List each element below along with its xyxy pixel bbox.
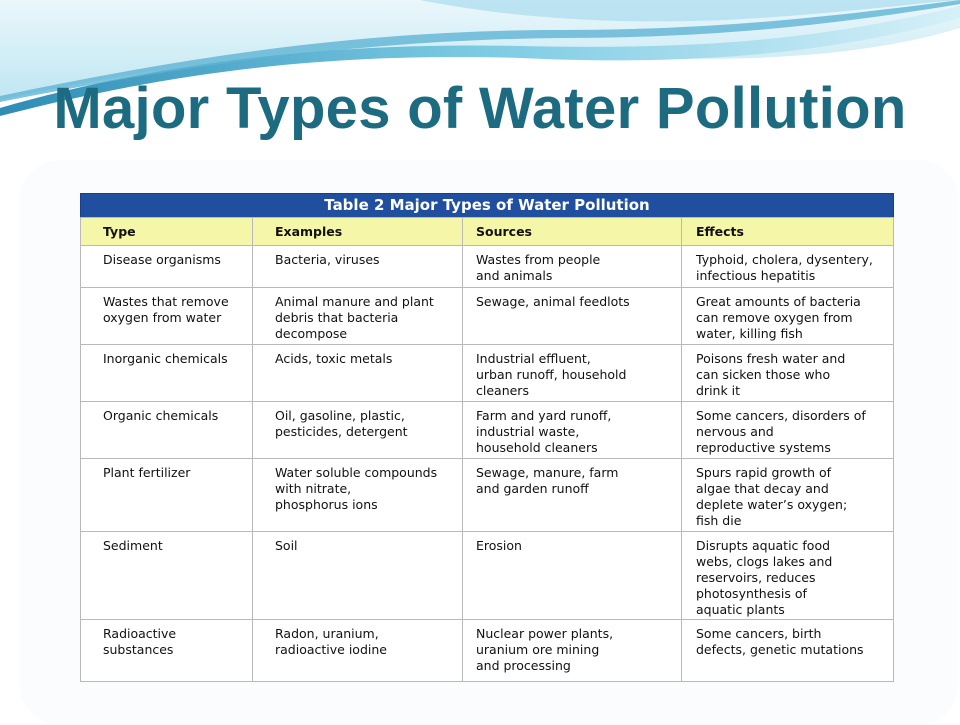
cell-type: Plant fertilizer bbox=[81, 459, 253, 532]
cell-examples: Animal manure and plant debris that bacteria decompose bbox=[253, 288, 463, 345]
table-row bbox=[81, 246, 894, 288]
column-header-effects: Effects bbox=[682, 218, 894, 246]
cell-effects: Great amounts of bacteria can remove oxygen from water, killing fish bbox=[682, 288, 894, 345]
cell-effects: Some cancers, disorders of nervous and reproductive systems bbox=[682, 402, 894, 459]
cell-sources: Sewage, manure, farm and garden runoff bbox=[463, 459, 682, 532]
column-header-examples: Examples bbox=[253, 218, 463, 246]
cell-examples: Radon, uranium, radioactive iodine bbox=[253, 620, 463, 682]
table-row bbox=[81, 345, 894, 402]
cell-sources: Wastes from people and animals bbox=[463, 246, 682, 288]
table-row bbox=[81, 288, 894, 345]
cell-effects: Some cancers, birth defects, genetic mutations bbox=[682, 620, 894, 682]
table-row bbox=[81, 532, 894, 620]
table-caption: Table 2 Major Types of Water Pollution bbox=[80, 193, 894, 217]
cell-examples: Acids, toxic metals bbox=[253, 345, 463, 402]
cell-examples: Soil bbox=[253, 532, 463, 620]
table-header-row bbox=[81, 218, 894, 246]
cell-sources: Nuclear power plants, uranium ore mining and processing bbox=[463, 620, 682, 682]
cell-type: Organic chemicals bbox=[81, 402, 253, 459]
cell-effects: Typhoid, cholera, dysentery, infectious hepatitis bbox=[682, 246, 894, 288]
cell-sources: Farm and yard runoff, industrial waste, household cleaners bbox=[463, 402, 682, 459]
cell-effects: Spurs rapid growth of algae that decay and deplete water’s oxygen; fish die bbox=[682, 459, 894, 532]
cell-sources: Industrial effluent, urban runoff, household cleaners bbox=[463, 345, 682, 402]
cell-effects: Poisons fresh water and can sicken those who drink it bbox=[682, 345, 894, 402]
cell-examples: Bacteria, viruses bbox=[253, 246, 463, 288]
table-row bbox=[81, 459, 894, 532]
table-row bbox=[81, 620, 894, 682]
cell-sources: Sewage, animal feedlots bbox=[463, 288, 682, 345]
cell-sources: Erosion bbox=[463, 532, 682, 620]
cell-type: Disease organisms bbox=[81, 246, 253, 288]
cell-examples: Oil, gasoline, plastic, pesticides, detergent bbox=[253, 402, 463, 459]
table-row bbox=[81, 402, 894, 459]
cell-examples: Water soluble compounds with nitrate, phosphorus ions bbox=[253, 459, 463, 532]
column-header-sources: Sources bbox=[463, 218, 682, 246]
cell-type: Sediment bbox=[81, 532, 253, 620]
cell-type: Inorganic chemicals bbox=[81, 345, 253, 402]
water-pollution-table bbox=[80, 193, 894, 682]
cell-type: Wastes that remove oxygen from water bbox=[81, 288, 253, 345]
cell-effects: Disrupts aquatic food webs, clogs lakes and reservoirs, reduces photosynthesis of aquatic plants bbox=[682, 532, 894, 620]
column-header-type: Type bbox=[81, 218, 253, 246]
slide-title: Major Types of Water Pollution bbox=[53, 76, 907, 141]
cell-type: Radioactive substances bbox=[81, 620, 253, 682]
